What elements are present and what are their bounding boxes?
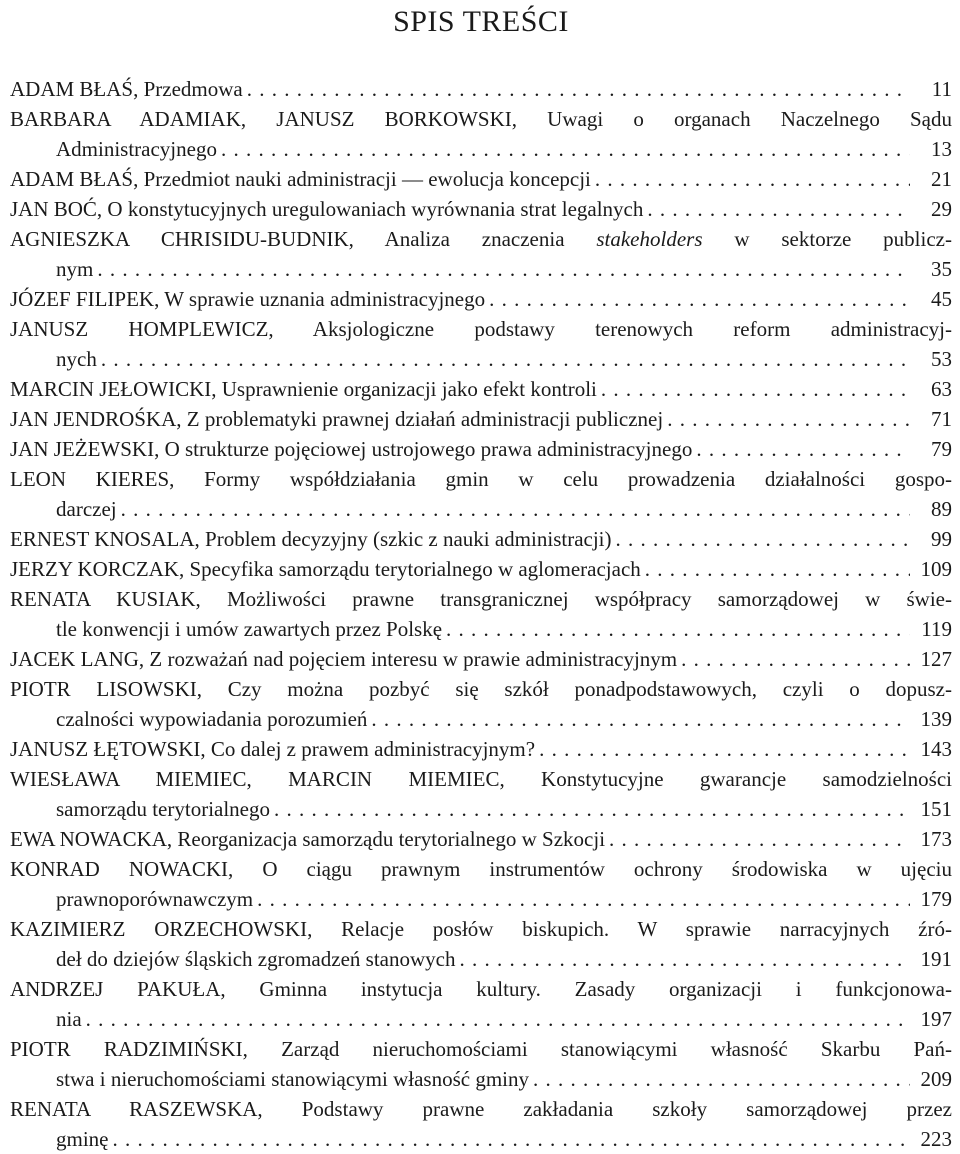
toc-entry[interactable] (10, 194, 952, 224)
toc-entry-title-continued: nych (56, 347, 97, 371)
toc-entry[interactable] (10, 74, 952, 104)
toc-entry-continuation (10, 1064, 952, 1094)
toc-page-number: 53 (931, 347, 952, 371)
toc-entry[interactable] (10, 464, 952, 524)
toc-entry-title-continued: Administracyjnego (56, 137, 217, 161)
toc-entry[interactable] (10, 374, 952, 404)
toc-entry-title: RENATA KUSIAK, Możliwości prawne transgranicznej współpracy samorządowej w świe- (10, 587, 952, 611)
toc-entry-title-continued: deł do dziejów śląskich zgromadzeń stanowych (56, 947, 456, 971)
toc-entry-title: RENATA RASZEWSKA, Podstawy prawne zakładania szkoły samorządowej przez (10, 1097, 952, 1121)
toc-entry-title: EWA NOWACKA, Reorganizacja samorządu terytorialnego w Szkocji (10, 827, 606, 851)
dot-leader (529, 1064, 910, 1094)
toc-entry-title: JAN JENDROŚKA, Z problematyki prawnej działań administracji publicznej (10, 407, 664, 431)
dot-leader (243, 74, 910, 104)
toc-entry-line (10, 584, 952, 614)
toc-entry[interactable] (10, 974, 952, 1034)
toc-entry-title: JANUSZ ŁĘTOWSKI, Co dalej z prawem administracyjnym? (10, 737, 536, 761)
toc-entry-title: JAN BOĆ, O konstytucyjnych uregulowaniach wyrównania strat legalnych (10, 197, 644, 221)
toc-entry-title: KONRAD NOWACKI, O ciągu prawnym instrumentów ochrony środowiska w ujęciu (10, 857, 952, 881)
toc-entry-title: MARCIN JEŁOWICKI, Usprawnienie organizacji jako efekt kontroli (10, 377, 597, 401)
toc-entry-title: JANUSZ HOMPLEWICZ, Aksjologiczne podstawy terenowych reform administracyj- (10, 317, 952, 341)
toc-page-number: 13 (931, 137, 952, 161)
toc-entry-continuation (10, 794, 952, 824)
toc-entry-continuation (10, 344, 952, 374)
dot-leader (367, 704, 910, 734)
toc-entry-line (10, 314, 952, 344)
toc-entry-continuation (10, 1004, 952, 1034)
toc-entry-title: KAZIMIERZ ORZECHOWSKI, Relacje posłów biskupich. W sprawie narracyjnych źró- (10, 917, 952, 941)
toc-entry-title: ADAM BŁAŚ, Przedmiot nauki administracji — ewolucja koncepcji (10, 167, 591, 191)
dot-leader (97, 344, 910, 374)
table-of-contents (10, 74, 952, 1154)
toc-entry-title-continued: darczej (56, 497, 117, 521)
toc-entry-title-continued: nia (56, 1007, 82, 1031)
toc-entry[interactable] (10, 434, 952, 464)
toc-entry-line (10, 824, 952, 854)
toc-entry-line (10, 974, 952, 1004)
toc-entry[interactable] (10, 404, 952, 434)
toc-page-number: 143 (920, 737, 952, 761)
toc-entry-title-continued: prawnoporównawczym (56, 887, 254, 911)
dot-leader (455, 944, 910, 974)
toc-entry-italic-term: stakeholders (596, 227, 703, 251)
dot-leader (117, 494, 910, 524)
toc-entry[interactable] (10, 674, 952, 734)
toc-entry-title: JÓZEF FILIPEK, W sprawie uznania administracyjnego (10, 287, 486, 311)
toc-page-number: 35 (931, 257, 952, 281)
dot-leader (643, 194, 910, 224)
dot-leader (677, 644, 910, 674)
toc-entry-title-continued: gminę (56, 1127, 109, 1151)
toc-entry-continuation (10, 884, 952, 914)
dot-leader (663, 404, 910, 434)
toc-entry-title: JERZY KORCZAK, Specyfika samorządu terytorialnego w aglomeracjach (10, 557, 641, 581)
toc-entry[interactable] (10, 1094, 952, 1154)
toc-entry-title: ADAM BŁAŚ, Przedmowa (10, 77, 243, 101)
toc-entry[interactable] (10, 734, 952, 764)
toc-entry-title: BARBARA ADAMIAK, JANUSZ BORKOWSKI, Uwagi o organach Naczelnego Sądu (10, 107, 952, 131)
toc-entry[interactable] (10, 554, 952, 584)
dot-leader (442, 614, 910, 644)
toc-entry-line (10, 464, 952, 494)
toc-entry-line (10, 404, 952, 434)
toc-page-number: 179 (920, 887, 952, 911)
toc-page-number: 79 (931, 437, 952, 461)
toc-entry-continuation (10, 614, 952, 644)
toc-entry-line (10, 914, 952, 944)
toc-entry[interactable] (10, 284, 952, 314)
toc-entry-line (10, 374, 952, 404)
toc-entry-line (10, 1034, 952, 1064)
toc-entry-line (10, 554, 952, 584)
toc-entry-line (10, 434, 952, 464)
dot-leader (93, 254, 910, 284)
toc-page-number: 29 (931, 197, 952, 221)
toc-entry-continuation (10, 254, 952, 284)
toc-entry-line (10, 644, 952, 674)
toc-page-number: 191 (920, 947, 952, 971)
toc-entry-continuation (10, 1124, 952, 1154)
toc-entry-title: JACEK LANG, Z rozważań nad pojęciem interesu w prawie administracyjnym (10, 647, 678, 671)
toc-page-number: 223 (920, 1127, 952, 1151)
toc-page-number: 45 (931, 287, 952, 311)
toc-page-number: 209 (920, 1067, 952, 1091)
toc-entry-line (10, 854, 952, 884)
dot-leader (217, 134, 910, 164)
toc-entry-title-continued: tle konwencji i umów zawartych przez Polskę (56, 617, 443, 641)
toc-page-number: 173 (920, 827, 952, 851)
toc-page-number: 99 (931, 527, 952, 551)
toc-page-number: 119 (921, 617, 952, 641)
dot-leader (535, 734, 910, 764)
toc-entry[interactable] (10, 764, 952, 824)
dot-leader (253, 884, 910, 914)
toc-entry-continuation (10, 134, 952, 164)
toc-page-number: 197 (920, 1007, 952, 1031)
toc-entry-line (10, 224, 952, 254)
toc-page-number: 71 (931, 407, 952, 431)
toc-entry[interactable] (10, 914, 952, 974)
dot-leader (612, 524, 911, 554)
toc-entry-title: AGNIESZKA CHRISIDU-BUDNIK, Analiza znaczenia stakeholders w sektorze publicz- (10, 227, 952, 251)
toc-entry-line (10, 674, 952, 704)
toc-page-number: 139 (920, 707, 952, 731)
toc-entry-line (10, 1094, 952, 1124)
toc-entry-continuation (10, 944, 952, 974)
toc-entry-line (10, 164, 952, 194)
toc-entry-title: PIOTR RADZIMIŃSKI, Zarząd nieruchomościami stanowiącymi własność Skarbu Pań- (10, 1037, 952, 1061)
dot-leader (82, 1004, 910, 1034)
dot-leader (591, 164, 910, 194)
toc-page-number: 63 (931, 377, 952, 401)
toc-entry-continuation (10, 704, 952, 734)
dot-leader (270, 794, 910, 824)
toc-entry-title: ANDRZEJ PAKUŁA, Gminna instytucja kultury. Zasady organizacji i funkcjonowa- (10, 977, 952, 1001)
toc-entry-line (10, 104, 952, 134)
dot-leader (109, 1124, 911, 1154)
toc-page-number: 89 (931, 497, 952, 521)
dot-leader (597, 374, 910, 404)
toc-page-number: 127 (920, 647, 952, 671)
toc-entry[interactable] (10, 224, 952, 284)
toc-entry-title-continued: samorządu terytorialnego (56, 797, 270, 821)
dot-leader (485, 284, 910, 314)
toc-entry-line (10, 734, 952, 764)
toc-entry-title: JAN JEŻEWSKI, O strukturze pojęciowej ustrojowego prawa administracyjnego (10, 437, 693, 461)
toc-entry-title-continued: czalności wypowiadania porozumień (56, 707, 368, 731)
toc-entry-title: WIESŁAWA MIEMIEC, MARCIN MIEMIEC, Konstytucyjne gwarancje samodzielności (10, 767, 952, 791)
dot-leader (692, 434, 910, 464)
toc-entry-line (10, 284, 952, 314)
toc-entry[interactable] (10, 164, 952, 194)
toc-entry-title: LEON KIERES, Formy współdziałania gmin w celu prowadzenia działalności gospo- (10, 467, 952, 491)
toc-entry[interactable] (10, 314, 952, 374)
toc-page-number: 11 (931, 77, 952, 101)
toc-entry[interactable] (10, 1034, 952, 1094)
toc-entry[interactable] (10, 644, 952, 674)
toc-page-number: 151 (920, 797, 952, 821)
dot-leader (641, 554, 910, 584)
toc-entry-title-continued: nym (56, 257, 94, 281)
toc-page-number: 109 (920, 557, 952, 581)
toc-entry-line (10, 524, 952, 554)
dot-leader (605, 824, 910, 854)
toc-entry-title-continued: stwa i nieruchomościami stanowiącymi własność gminy (56, 1067, 529, 1091)
toc-entry-line (10, 194, 952, 224)
toc-entry[interactable] (10, 104, 952, 164)
toc-entry[interactable] (10, 854, 952, 914)
toc-entry-title: PIOTR LISOWSKI, Czy można pozbyć się szkół ponadpodstawowych, czyli o dopusz- (10, 677, 952, 701)
toc-entry[interactable] (10, 824, 952, 854)
toc-entry[interactable] (10, 524, 952, 554)
toc-entry[interactable] (10, 584, 952, 644)
toc-entry-line (10, 764, 952, 794)
toc-entry-line (10, 74, 952, 104)
toc-page-number: 21 (931, 167, 952, 191)
toc-entry-continuation (10, 494, 952, 524)
toc-entry-title: ERNEST KNOSALA, Problem decyzyjny (szkic z nauki administracji) (10, 527, 612, 551)
page-title: SPIS TREŚCI (393, 5, 569, 38)
